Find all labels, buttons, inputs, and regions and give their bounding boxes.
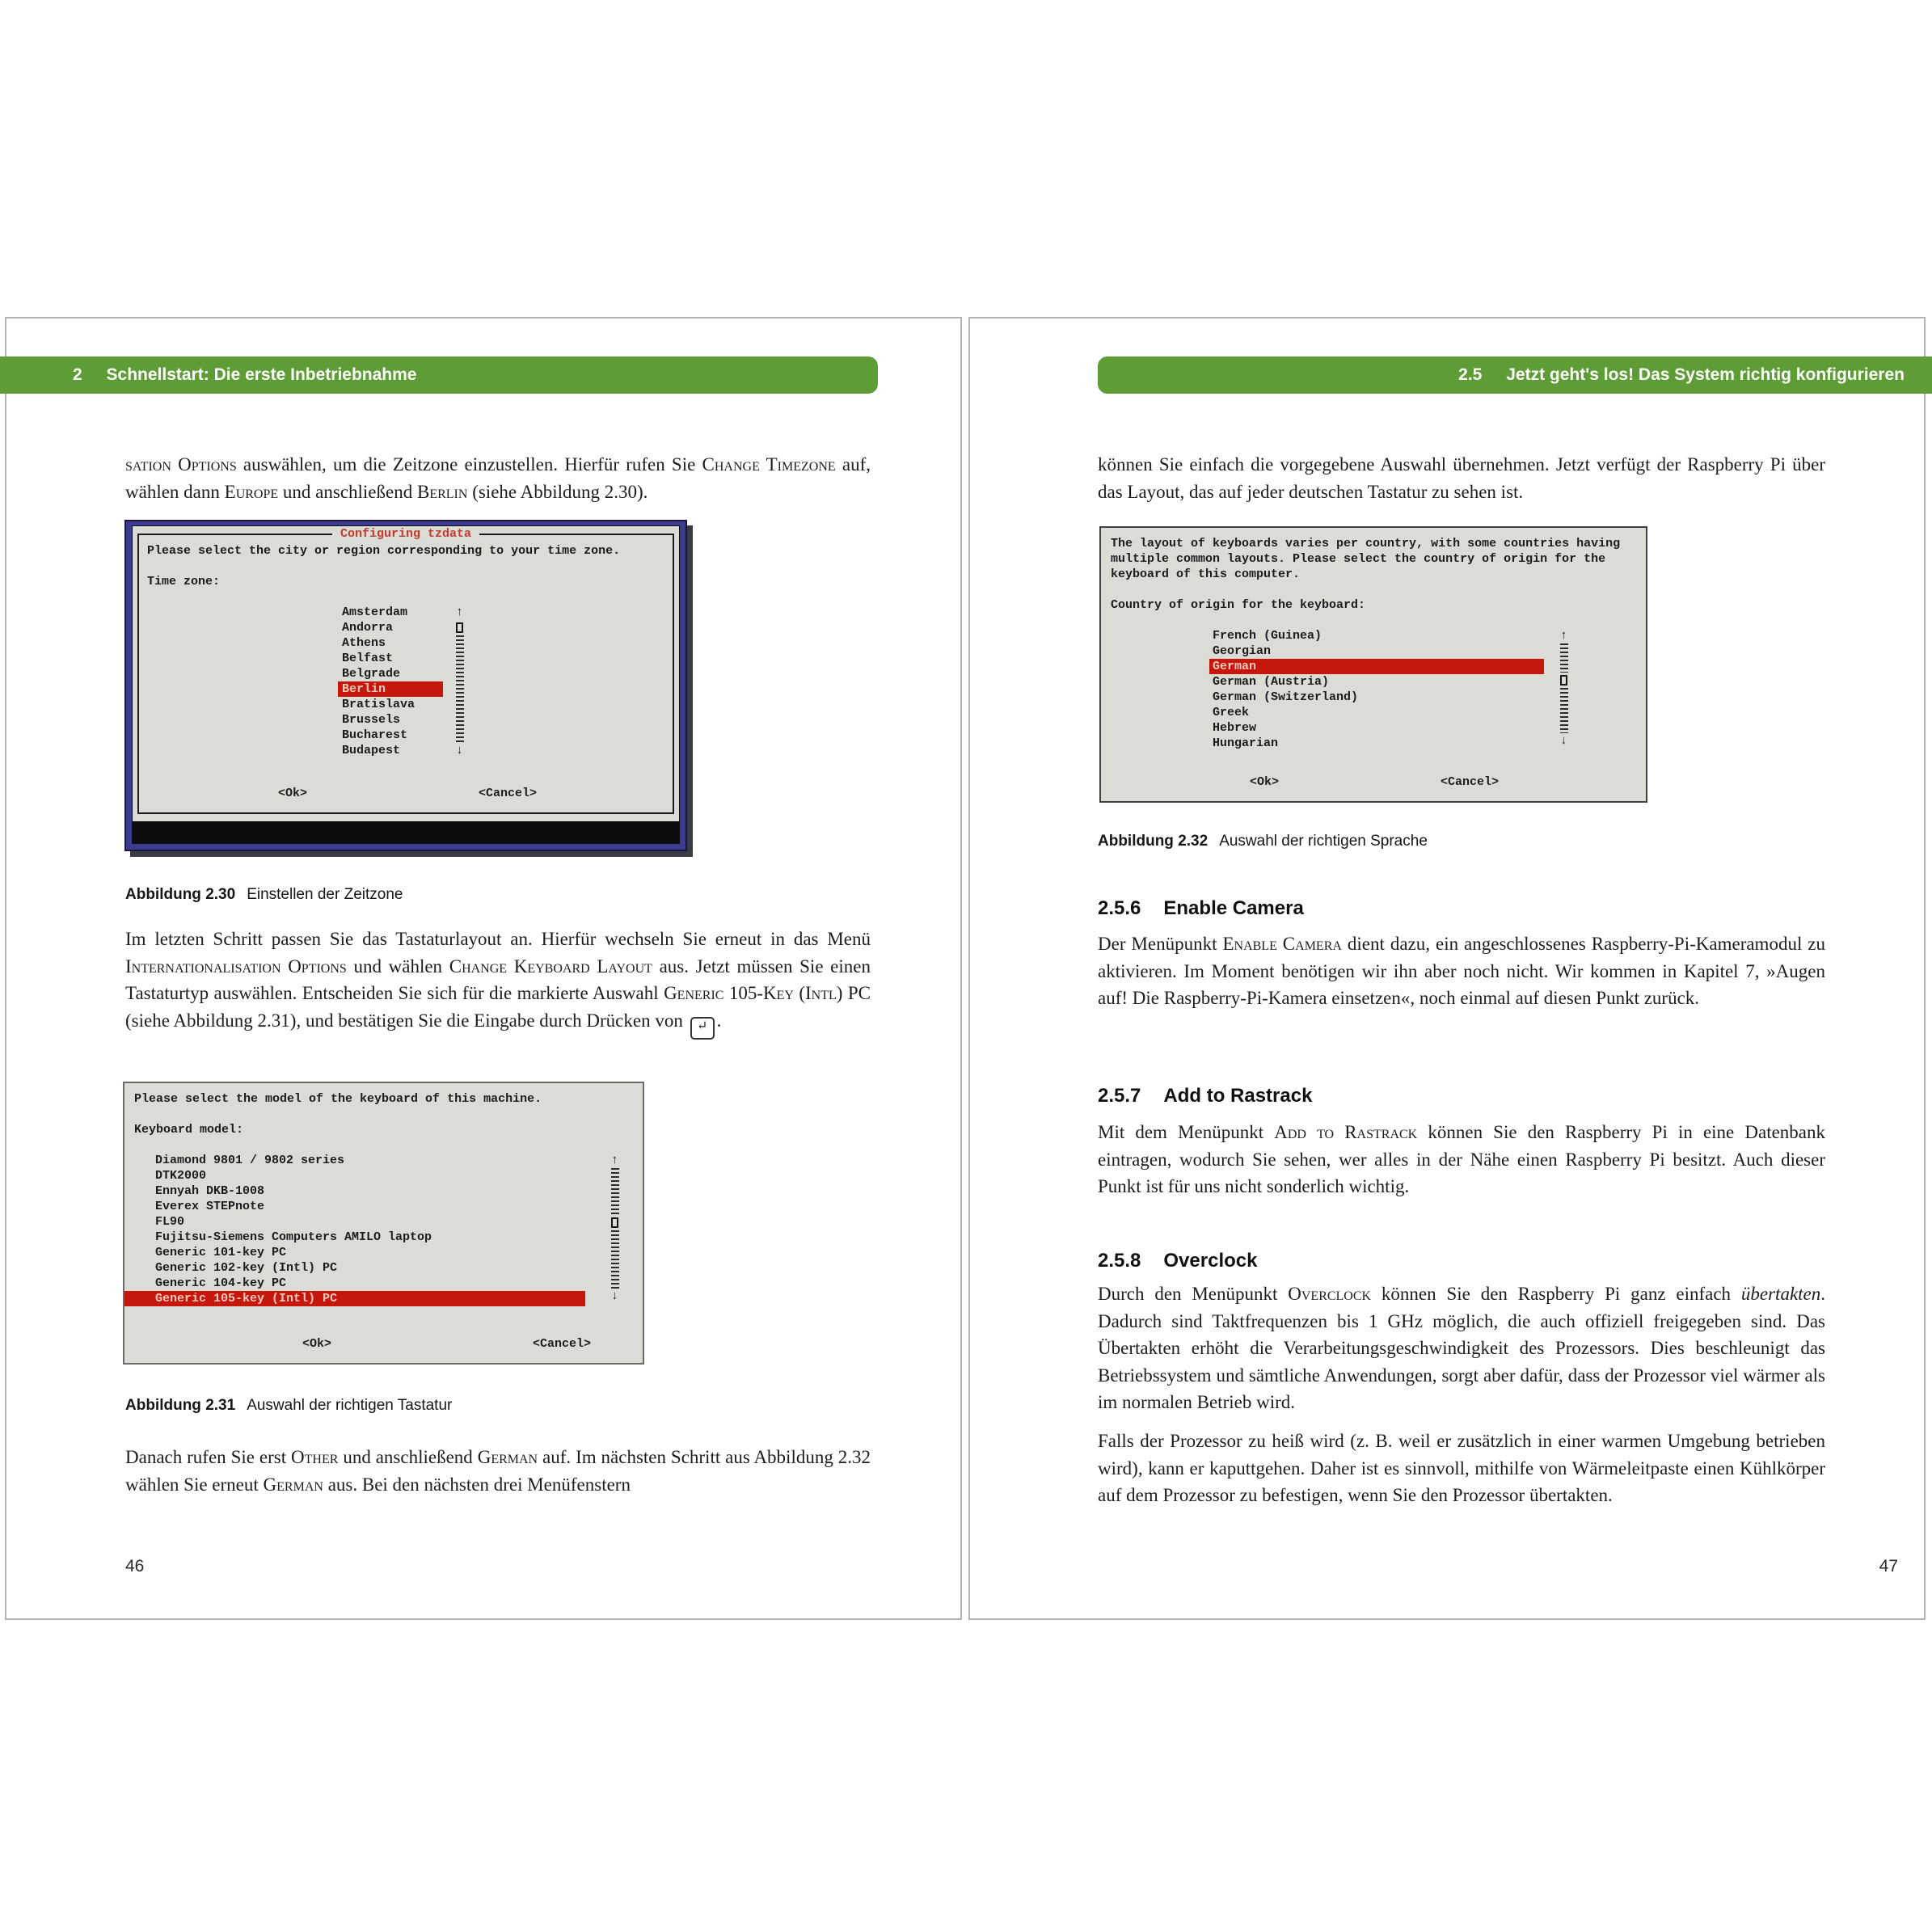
body-text: und wählen [346,955,449,977]
menu-term: Europe [224,481,279,502]
dialog-list-item: Bratislava [342,698,416,711]
body-text: aus. Bei den nächsten drei Menüfenstern [323,1474,631,1495]
page-number-left: 46 [125,1557,145,1576]
scrollbar [454,605,465,758]
page-right [968,317,1926,1620]
page-left [5,317,962,1620]
dialog-list-item-selected: Generic 105-key (Intl) PC [124,1291,585,1306]
scroll-down-icon: ↓ [455,744,463,757]
keyboard-model-list [124,1153,630,1306]
body-text: Durch den Menüpunkt [1098,1284,1289,1304]
menu-term: Change Timezone [702,454,836,475]
dialog-intro: Please select the model of the keyboard of this machine. [134,1092,542,1106]
body-text: Mit dem Menüpunkt [1098,1122,1275,1142]
caption-label: Abbildung 2.32 [1098,833,1209,850]
body-text: Falls der Prozessor zu heiß wird (z. B. weil er zusätzlich in einer warmen Umgebung betrieben wird), kann er kaputtgehen. Daher ist es sinnvoll, mithilfe von Wärmeleitpaste einen Kühlkörper auf dem Prozessor zu befestigen, wenn Sie den Prozessor übertakten. [1098,1431,1825,1505]
dialog-list-item: German (Switzerland) [1213,690,1359,704]
dialog-list-item: Generic 102-key (Intl) PC [155,1261,338,1275]
menu-term: Add to Rastrack [1274,1122,1418,1142]
dialog-list-item: Budapest [342,744,401,757]
body-text: . Dadurch sind Taktfrequenzen bis 1 GHz möglich, die auch offiziell freigegeben sind. Das Übertakten erhöht die Verarbeitungsgeschwindigkeit des Prozessors. Dies beschleunigt das Betriebssystem und sämtliche Anwendungen, sorgt aber dafür, dass der Prozessor viel wärmer als im normalen Betrieb wird. [1098,1284,1825,1412]
heading-number: 2.5.7 [1098,1085,1141,1107]
dialog-list-item: Ennyah DKB-1008 [155,1184,265,1198]
scroll-up-icon: ↑ [610,1154,618,1167]
menu-term: sation Options [125,454,237,475]
scrollbar-track [611,1168,619,1215]
body-text: aus. Jetzt müssen Sie einen Tastaturtyp auswählen. Entscheiden Sie sich für die markierte Auswahl [125,955,871,1003]
menu-term: Overclock [1288,1284,1372,1304]
scroll-up-icon: ↑ [1559,629,1567,643]
timezone-list [338,605,443,758]
dialog-list-item: Bucharest [342,728,408,742]
emphasis-text: übertakten [1740,1284,1821,1304]
dialog-list-item: Hebrew [1213,721,1257,735]
heading-number: 2.5.8 [1098,1250,1141,1272]
body-text: auf, wählen dann [125,454,871,502]
body-text: können Sie den Raspberry Pi ganz einfach [1371,1284,1741,1304]
chapter-title: Schnellstart: Die erste Inbetriebnahme [106,365,417,384]
dialog-list-item: Brussels [342,713,401,727]
paragraph-overclock-1 [1098,1280,1825,1416]
dialog-list-item: French (Guinea) [1213,629,1322,643]
heading-title: Enable Camera [1163,897,1304,919]
caption-text: Auswahl der richtigen Tastatur [247,1397,453,1414]
section-title: Jetzt geht's los! Das System richtig konfigurieren [1506,365,1905,384]
dialog-list-item: Generic 101-key PC [155,1246,287,1259]
ok-button: <Ok> [1250,775,1280,789]
dialog-list-item: Generic 104-key PC [155,1276,287,1290]
scrollbar-track [1560,643,1568,673]
heading-title: Overclock [1163,1250,1258,1272]
body-text: und anschließend [278,481,417,502]
caption-label: Abbildung 2.30 [125,886,236,903]
body-text: . [716,1010,722,1031]
body-text: dient dazu, ein angeschlossenes Raspberry-Pi-Kameramodul zu aktivieren. Im Moment benötigen wir ihn aber noch nicht. Wir kommen in Kapitel 7, »Augen auf! Die Raspberry-Pi-Kamera einsetzen«, noch einmal auf diesen Punkt zurück. [1098,934,1826,1008]
paragraph-keyboard-layout [125,926,871,1040]
dialog-list-item: Belfast [342,652,394,665]
body-text: auswählen, um die Zeitzone einzustellen. Hierfür rufen Sie [236,454,702,475]
body-text: können Sie den Raspberry Pi in eine Datenbank eintragen, wodurch Sie sehen, wer alles in der Nähe einen Raspberry Pi besitzt. Auch dieser Punkt ist für uns nicht sonderlich wichtig. [1098,1122,1826,1196]
right-section-header-bar [1098,356,1932,394]
dialog-list-item: German (Austria) [1213,675,1330,689]
body-text: Danach rufen Sie erst [125,1447,292,1467]
heading-add-to-rastrack [1098,1085,1312,1107]
figure-caption-2-32 [1098,833,1428,850]
figure-caption-2-30 [125,886,403,904]
menu-term: Generic 105-Key (Intl) PC [664,983,871,1003]
section-number: 2.5 [1458,365,1483,384]
dialog-intro: The layout of keyboards varies per country, with some countries having multiple common layouts. Please select the country of origin for the keyboard of this computer. [1111,537,1621,581]
body-text: können Sie einfach die vorgegebene Auswahl übernehmen. Jetzt verfügt der Raspberry Pi über das Layout, das auf jeder deutschen Tastatur zu sehen ist. [1098,454,1825,502]
caption-text: Auswahl der richtigen Sprache [1219,833,1428,850]
paragraph-layout-uebernehmen [1098,451,1825,505]
paragraph-add-to-rastrack [1098,1119,1825,1200]
caption-text: Einstellen der Zeitzone [247,886,403,903]
dialog-list-item-selected: Berlin [338,681,443,697]
heading-overclock [1098,1250,1257,1272]
dialog-label: Country of origin for the keyboard: [1111,598,1366,612]
scrollbar-track [456,635,464,743]
dialog-list-item: Everex STEPnote [155,1200,265,1213]
menu-term: Enable Camera [1222,934,1342,954]
dialog-list-item: Fujitsu-Siemens Computers AMILO laptop [155,1230,432,1244]
tzdata-dialog [133,526,679,821]
dialog-list-item: Greek [1213,706,1250,719]
menu-term: German [477,1447,538,1467]
menu-term: Other [291,1447,339,1467]
paragraph-enable-camera [1098,930,1825,1012]
heading-number: 2.5.6 [1098,897,1141,919]
caption-label: Abbildung 2.31 [125,1397,236,1414]
dialog-list-item: DTK2000 [155,1169,207,1183]
figure-2-31-keyboard-dialog [123,1082,644,1365]
scrollbar-track [611,1230,619,1289]
dialog-list-item: Diamond 9801 / 9802 series [155,1154,345,1167]
figure-2-32-country-dialog [1099,526,1647,803]
body-text: Der Menüpunkt [1098,934,1223,954]
left-chapter-header-bar [0,356,878,394]
page-number-right: 47 [1879,1557,1898,1576]
dialog-title: Configuring tzdata [332,526,479,542]
menu-term: Change Keyboard Layout [449,955,652,977]
ok-button: <Ok> [302,1337,332,1351]
scroll-down-icon: ↓ [610,1289,618,1303]
dialog-label: Time zone: [147,575,221,588]
body-text: auf. Im nächsten Schritt aus Abbildung 2.32 wählen Sie erneut [125,1447,871,1495]
terminal-screen [132,525,680,844]
menu-term: Berlin [416,481,468,502]
scrollbar-thumb [456,622,463,633]
body-text: (siehe Abbildung 2.30). [467,481,648,502]
paragraph-other-german [125,1444,871,1498]
dialog-list-item: Georgian [1213,644,1272,658]
chapter-number: 2 [73,365,82,384]
figure-2-30-terminal-window [124,520,687,851]
country-list [1209,628,1544,751]
scrollbar-track [1560,688,1568,733]
heading-title: Add to Rastrack [1163,1085,1313,1107]
cancel-button: <Cancel> [533,1337,592,1351]
scrollbar [610,1153,620,1304]
tzdata-dialog-frame [137,527,674,814]
cancel-button: <Cancel> [479,787,538,800]
paragraph-overclock-2 [1098,1428,1825,1509]
dialog-list-item: Hungarian [1213,736,1279,750]
menu-term: German [263,1474,323,1495]
scroll-up-icon: ↑ [455,605,463,619]
dialog-list-item-selected: German [1209,659,1544,674]
scrollbar-thumb [1560,675,1567,685]
dialog-list-item: Andorra [342,621,394,635]
enter-key-icon: ↵ [690,1017,715,1040]
dialog-label: Keyboard model: [134,1123,244,1137]
menu-term: Internationalisation Options [125,955,347,977]
cancel-button: <Cancel> [1441,775,1500,789]
dialog-intro: Please select the city or region corresponding to your time zone. [147,544,621,558]
scrollbar-thumb [611,1217,618,1228]
body-text: (siehe Abbildung 2.31), und bestätigen Sie die Eingabe durch Drücken von [125,1010,688,1031]
ok-button: <Ok> [278,787,308,800]
paragraph-timezone [125,451,871,505]
body-text: und anschließend [338,1447,478,1467]
body-text: Im letzten Schritt passen Sie das Tastaturlayout an. Hierfür wechseln Sie erneut in das Menü [125,929,871,949]
dialog-list-item: Athens [342,636,386,650]
heading-enable-camera [1098,897,1304,920]
dialog-list-item: Amsterdam [342,605,408,619]
dialog-list-item: FL90 [155,1215,185,1229]
scroll-down-icon: ↓ [1559,734,1567,748]
scrollbar [1559,628,1569,749]
figure-caption-2-31 [125,1397,452,1415]
dialog-list-item: Belgrade [342,667,401,681]
